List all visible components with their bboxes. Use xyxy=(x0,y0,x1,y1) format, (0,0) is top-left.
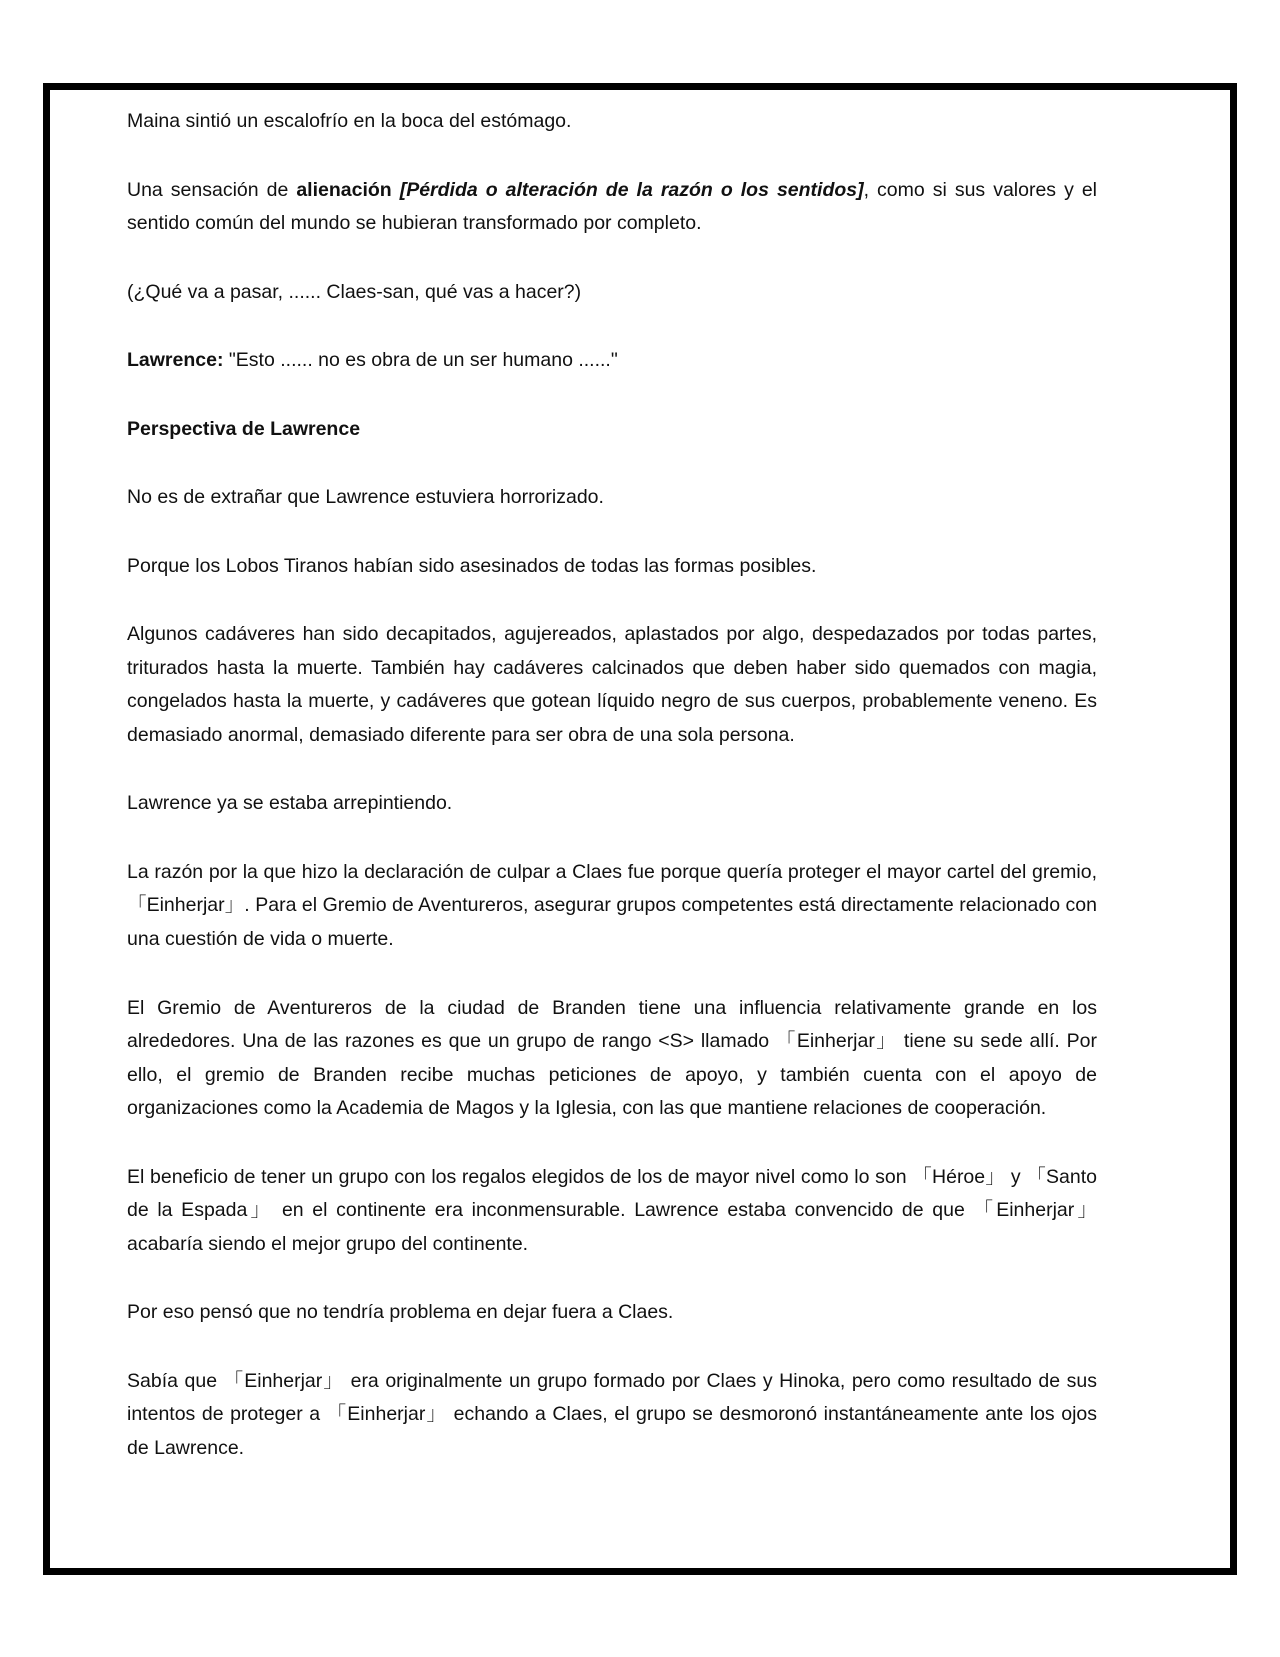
paragraph-no-es-de-extranar xyxy=(127,481,1097,515)
paragraph-einherjar-claes-hinoka xyxy=(127,1365,1097,1466)
document-frame xyxy=(43,83,1237,1575)
paragraph-dejar-fuera-claes xyxy=(127,1296,1097,1330)
heading-perspectiva-de-lawrence xyxy=(127,413,1097,447)
text-run: "Esto ...... no es obra de un ser humano ......" xyxy=(223,349,618,372)
text-run: El Gremio de Aventureros de la ciudad de Branden tiene una influencia relativamente grande en los alrededores. Una de las razones es que un grupo de rango <S> llamado 「Einherjar」 tiene su sede allí. Por ello, el gremio de Branden recibe muchas peticiones de apoyo, y también cuenta con el apoyo de organizaciones como la Academia de Magos y la Iglesia, con las que mantiene relaciones de cooperación. xyxy=(127,996,1097,1120)
paragraph-lobos-tiranos xyxy=(127,550,1097,584)
text-run: Sabía que 「Einherjar」 era originalmente un grupo formado por Claes y Hinoka, pero como resultado de sus intentos de proteger a 「Einherjar」 echando a Claes, el grupo se desmoronó instantáneamente ante los ojos de Lawrence. xyxy=(127,1369,1097,1459)
text-run: , como si sus valores y el sentido común del mundo se hubieran transformado por completo. xyxy=(127,178,1098,235)
text-run xyxy=(392,179,400,201)
text-run: Porque los Lobos Tiranos habían sido asesinados de todas las formas posibles. xyxy=(127,554,817,577)
paragraph-razon-declaracion xyxy=(127,856,1097,957)
text-run: alienación xyxy=(296,178,392,201)
text-run: Lawrence: xyxy=(127,349,224,372)
text-run: Por eso pensó que no tendría problema en dejar fuera a Claes. xyxy=(127,1301,674,1324)
text-run: Una sensación de xyxy=(127,178,297,201)
text-run: [Pérdida o alteración de la razón o los sentidos] xyxy=(399,178,864,201)
text-run: El beneficio de tener un grupo con los regalos elegidos de los de mayor nivel como lo son 「Héroe」 y 「Santo de la Espada」 en el continente era inconmensurable. Lawrence estaba convencido de que 「Einherjar」 acabaría siendo el mejor grupo del continente. xyxy=(127,1165,1097,1255)
text-run: La razón por la que hizo la declaración de culpar a Claes fue porque quería proteger el mayor cartel del gremio, 「Einherjar」. Para el Gremio de Aventureros, asegurar grupos competentes está directamente relacionado con una cuestión de vida o muerte. xyxy=(127,860,1097,950)
paragraph-arrepintiendo xyxy=(127,787,1097,821)
text-run: (¿Qué va a pasar, ...... Claes-san, qué vas a hacer?) xyxy=(127,280,582,303)
paragraph-lawrence-dialogo xyxy=(127,344,1097,378)
text-run: Maina sintió un escalofrío en la boca del estómago. xyxy=(127,110,572,132)
text-run: Perspectiva de Lawrence xyxy=(127,417,361,440)
text-run: Lawrence ya se estaba arrepintiendo. xyxy=(127,792,453,815)
document-body xyxy=(127,105,1097,1465)
paragraph-que-va-a-pasar xyxy=(127,276,1097,310)
text-run: Algunos cadáveres han sido decapitados, agujereados, aplastados por algo, despedazados por todas partes, triturados hasta la muerte. También hay cadáveres calcinados que deben haber sido quemados con magia, congelados hasta la muerte, y cadáveres que gotean líquido negro de sus cuerpos, probablemente veneno. Es demasiado anormal, demasiado diferente para ser obra de una sola persona. xyxy=(127,623,1097,746)
paragraph-gremio-branden xyxy=(127,992,1097,1126)
text-run: No es de extrañar que Lawrence estuviera horrorizado. xyxy=(127,486,604,509)
paragraph-alienacion xyxy=(127,174,1097,241)
paragraph-cadaveres xyxy=(127,618,1097,752)
paragraph-maina-escalofrio xyxy=(127,105,1097,139)
paragraph-beneficio-grupo xyxy=(127,1161,1097,1262)
